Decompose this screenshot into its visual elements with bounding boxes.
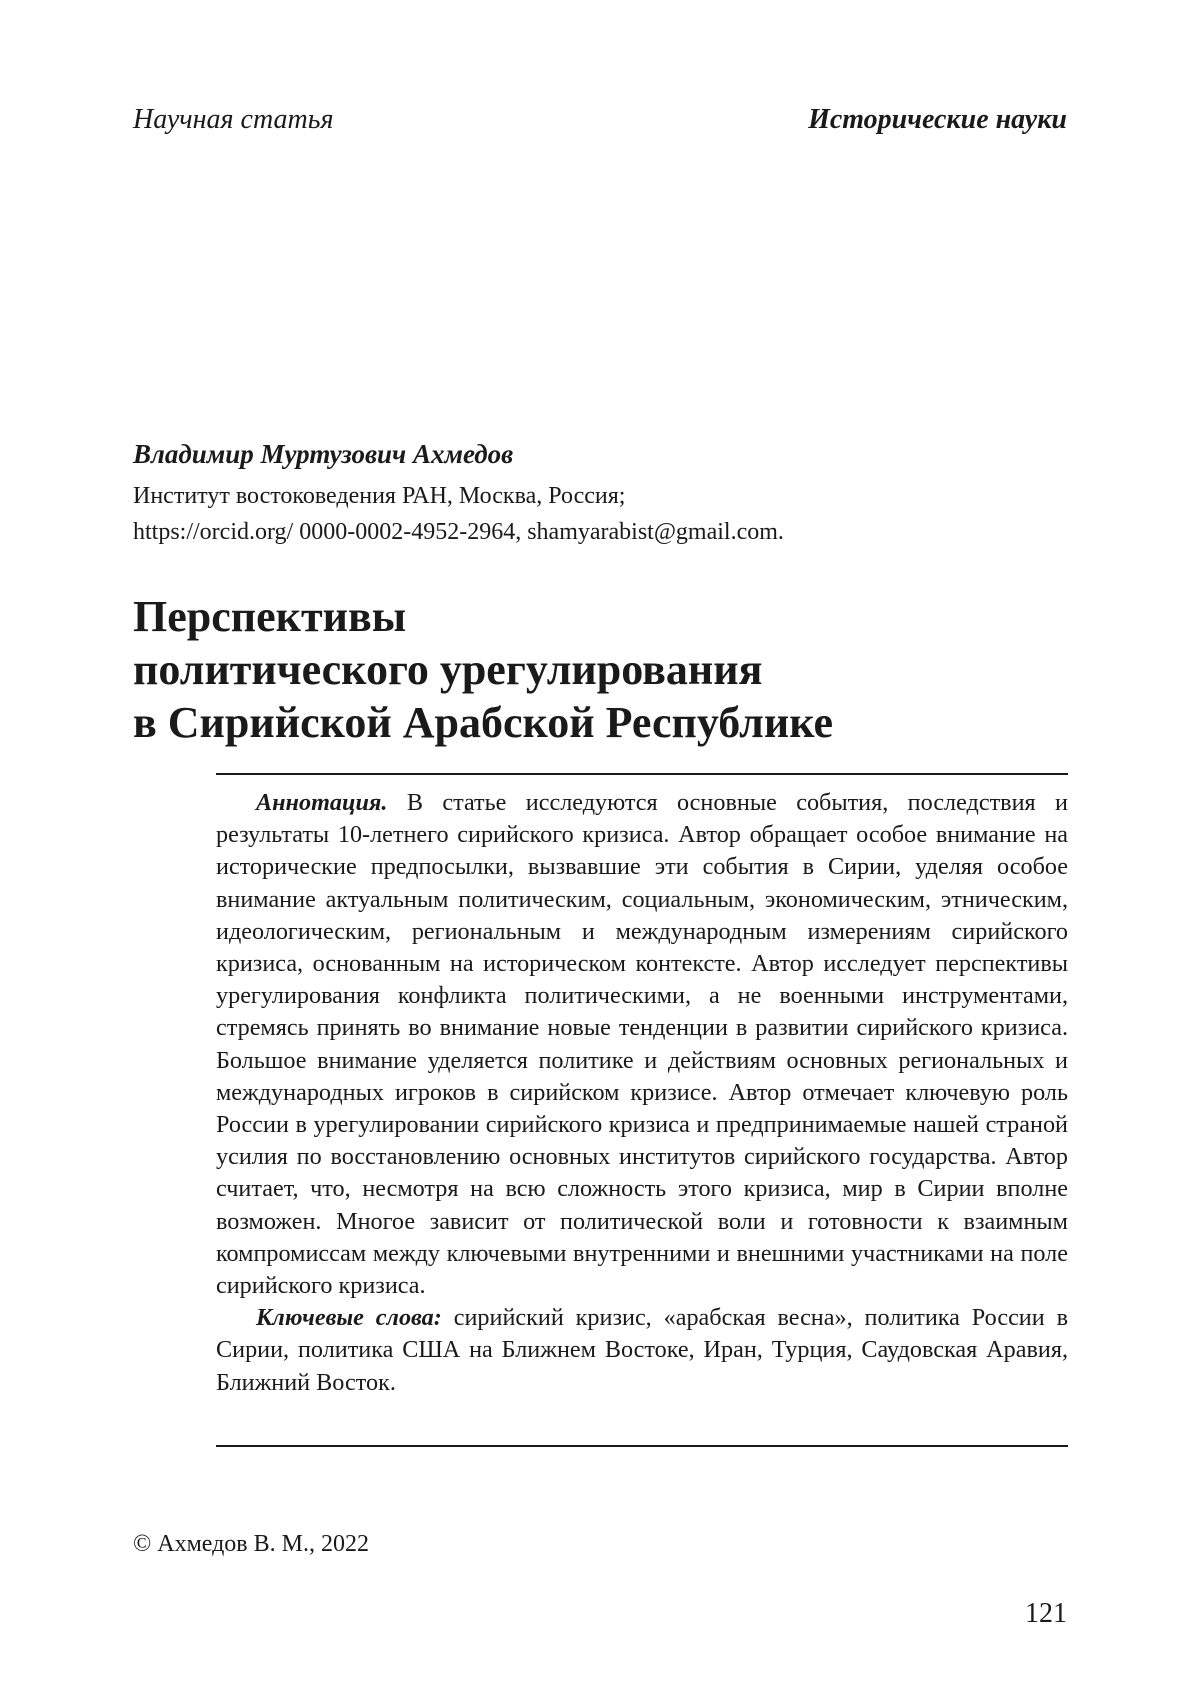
page-number: 121 bbox=[1025, 1596, 1067, 1632]
title-line: Перспективы bbox=[133, 590, 833, 643]
title-line: политического урегулирования bbox=[133, 643, 833, 696]
abstract-block bbox=[216, 787, 1068, 1399]
abstract-paragraph bbox=[216, 787, 1068, 1302]
article-type-label: Научная статья bbox=[133, 102, 334, 138]
keywords-paragraph bbox=[216, 1302, 1068, 1399]
top-divider bbox=[216, 773, 1068, 775]
author-affiliation: Институт востоковедения РАН, Москва, Россия; bbox=[133, 480, 625, 512]
keywords-label: Ключевые слова: bbox=[256, 1304, 442, 1331]
keywords-text: сирийский кризис, «арабская весна», политика России в Сирии, политика США на Ближнем Востоке, Иран, Турция, Саудовская Аравия, Ближний Восток. bbox=[216, 1304, 1068, 1395]
section-label: Исторические науки bbox=[808, 102, 1067, 138]
title-line: в Сирийской Арабской Республике bbox=[133, 696, 833, 749]
author-contacts: https://orcid.org/ 0000-0002-4952-2964, shamyarabist@gmail.com. bbox=[133, 516, 784, 548]
article-title bbox=[133, 590, 833, 749]
copyright-notice: © Ахмедов В. М., 2022 bbox=[133, 1528, 369, 1560]
author-name: Владимир Муртузович Ахмедов bbox=[133, 436, 513, 472]
bottom-divider bbox=[216, 1445, 1068, 1447]
abstract-label: Аннотация. bbox=[256, 789, 387, 816]
abstract-text: В статье исследуются основные события, последствия и результаты 10-летнего сирийского кризиса. Автор обращает особое внимание на исторические предпосылки, вызвавшие эти события в Сирии, уделяя особое внимание актуальным политическим, социальным, экономическим, этническим, идеологическим, региональным и международным измерениям сирийского кризиса, основанным на историческом контексте. Автор исследует перспективы урегулирования конфликта политическими, а не военными инструментами, стремясь принять во внимание новые тенденции в развитии сирийского кризиса. Большое внимание уделяется политике и действиям основных региональных и международных игроков в сирийском кризисе. Автор отмечает ключевую роль России в урегулировании сирийского кризиса и предпринимаемые нашей страной усилия по восстановлению основных институтов сирийского государства. Автор считает, что, несмотря на всю сложность этого кризиса, мир в Сирии вполне возможен. Многое зависит от политической воли и готовности к взаимным компромиссам между ключевыми внутренними и внешними участниками на поле сирийского кризиса. bbox=[216, 789, 1068, 1299]
